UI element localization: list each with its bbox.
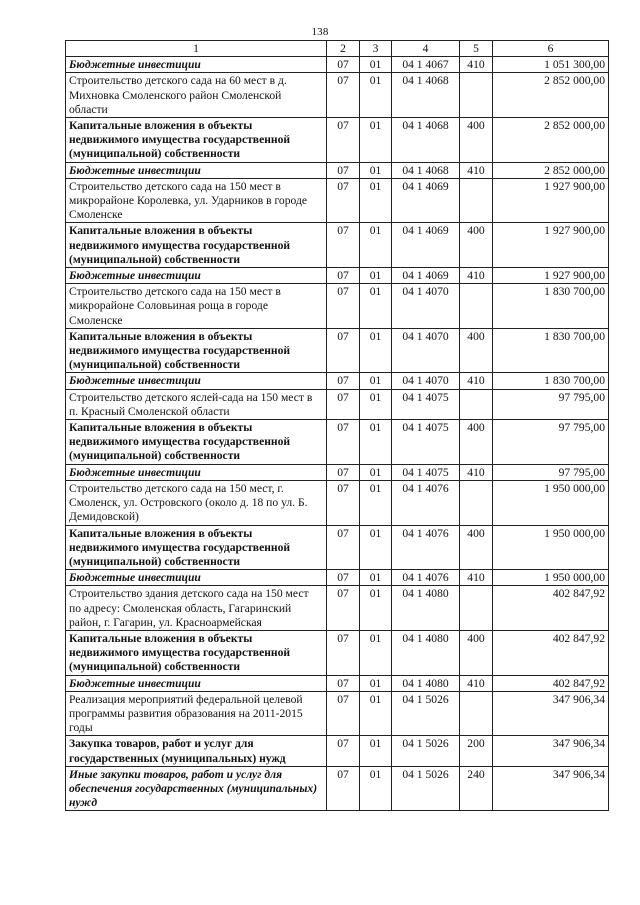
column-number-6: 6 [493, 41, 609, 57]
table-row [66, 284, 609, 329]
row-amount: 402 847,92 [493, 586, 609, 631]
row-expense-type [460, 284, 493, 329]
row-expense-type: 410 [460, 373, 493, 389]
row-amount: 1 830 700,00 [493, 373, 609, 389]
row-amount: 1 950 000,00 [493, 570, 609, 586]
table-row [66, 328, 609, 373]
row-name: Строительство здания детского сада на 150 мест по адресу: Смоленская область, Гагаринский район, г. Гагарин, ул. Красноармейская [66, 586, 327, 631]
row-amount: 2 852 000,00 [493, 162, 609, 178]
column-number-1: 1 [66, 41, 327, 57]
row-target-article: 04 1 4080 [392, 630, 460, 675]
row-name: Реализация мероприятий федеральной целевой программы развития образования на 2011-2015 годы [66, 691, 327, 736]
row-subsection: 01 [360, 373, 392, 389]
row-subsection: 01 [360, 525, 392, 570]
table-row [66, 162, 609, 178]
table-row [66, 57, 609, 73]
row-expense-type: 400 [460, 328, 493, 373]
row-expense-type: 200 [460, 736, 493, 766]
row-subsection: 01 [360, 570, 392, 586]
row-name: Капитальные вложения в объекты недвижимого имущества государственной (муниципальной) собственности [66, 630, 327, 675]
row-expense-type: 410 [460, 570, 493, 586]
table-row [66, 178, 609, 223]
budget-table-body [66, 41, 609, 811]
row-section: 07 [327, 57, 360, 73]
row-target-article: 04 1 4068 [392, 162, 460, 178]
row-target-article: 04 1 4070 [392, 373, 460, 389]
column-number-4: 4 [392, 41, 460, 57]
row-section: 07 [327, 480, 360, 525]
table-row [66, 268, 609, 284]
row-subsection: 01 [360, 691, 392, 736]
row-subsection: 01 [360, 586, 392, 631]
row-section: 07 [327, 328, 360, 373]
row-expense-type: 400 [460, 630, 493, 675]
row-target-article: 04 1 4080 [392, 586, 460, 631]
row-target-article: 04 1 5026 [392, 736, 460, 766]
row-section: 07 [327, 464, 360, 480]
row-subsection: 01 [360, 464, 392, 480]
row-expense-type [460, 480, 493, 525]
row-amount: 402 847,92 [493, 675, 609, 691]
row-section: 07 [327, 675, 360, 691]
row-section: 07 [327, 389, 360, 419]
row-section: 07 [327, 630, 360, 675]
table-row [66, 736, 609, 766]
row-expense-type: 410 [460, 162, 493, 178]
table-row [66, 480, 609, 525]
row-expense-type: 400 [460, 118, 493, 163]
row-subsection: 01 [360, 736, 392, 766]
table-row [66, 675, 609, 691]
row-amount: 347 906,34 [493, 736, 609, 766]
row-expense-type: 400 [460, 420, 493, 465]
table-row [66, 691, 609, 736]
row-expense-type: 410 [460, 57, 493, 73]
row-expense-type [460, 691, 493, 736]
row-section: 07 [327, 118, 360, 163]
row-section: 07 [327, 223, 360, 268]
row-expense-type: 410 [460, 675, 493, 691]
row-section: 07 [327, 162, 360, 178]
row-target-article: 04 1 4068 [392, 118, 460, 163]
column-number-2: 2 [327, 41, 360, 57]
row-amount: 1 927 900,00 [493, 178, 609, 223]
row-subsection: 01 [360, 420, 392, 465]
row-amount: 347 906,34 [493, 691, 609, 736]
row-amount: 1 927 900,00 [493, 268, 609, 284]
row-target-article: 04 1 4075 [392, 420, 460, 465]
row-target-article: 04 1 4067 [392, 57, 460, 73]
table-row [66, 223, 609, 268]
row-amount: 2 852 000,00 [493, 73, 609, 118]
table-row [66, 464, 609, 480]
row-subsection: 01 [360, 675, 392, 691]
row-expense-type: 400 [460, 525, 493, 570]
table-row [66, 766, 609, 811]
table-row [66, 420, 609, 465]
row-amount: 2 852 000,00 [493, 118, 609, 163]
row-name: Иные закупки товаров, работ и услуг для обеспечения государственных (муниципальных) нужд [66, 766, 327, 811]
row-name: Бюджетные инвестиции [66, 464, 327, 480]
row-name: Строительство детского сада на 150 мест, г. Смоленск, ул. Островского (около д. 18 по ул. Б. Демидовской) [66, 480, 327, 525]
row-name: Бюджетные инвестиции [66, 162, 327, 178]
row-name: Бюджетные инвестиции [66, 57, 327, 73]
row-section: 07 [327, 586, 360, 631]
table-row [66, 586, 609, 631]
table-row [66, 373, 609, 389]
row-subsection: 01 [360, 178, 392, 223]
row-target-article: 04 1 5026 [392, 691, 460, 736]
row-subsection: 01 [360, 389, 392, 419]
row-target-article: 04 1 4080 [392, 675, 460, 691]
row-target-article: 04 1 4075 [392, 389, 460, 419]
column-number-3: 3 [360, 41, 392, 57]
row-amount: 97 795,00 [493, 389, 609, 419]
row-name: Капитальные вложения в объекты недвижимого имущества государственной (муниципальной) собственности [66, 420, 327, 465]
table-row [66, 570, 609, 586]
row-amount: 402 847,92 [493, 630, 609, 675]
row-name: Строительство детского сада на 60 мест в д. Михновка Смоленского район Смоленской области [66, 73, 327, 118]
row-target-article: 04 1 4069 [392, 223, 460, 268]
row-name: Капитальные вложения в объекты недвижимого имущества государственной (муниципальной) собственности [66, 328, 327, 373]
row-expense-type: 410 [460, 268, 493, 284]
row-expense-type [460, 586, 493, 631]
row-subsection: 01 [360, 284, 392, 329]
row-name: Капитальные вложения в объекты недвижимого имущества государственной (муниципальной) собственности [66, 525, 327, 570]
row-name: Бюджетные инвестиции [66, 268, 327, 284]
row-name: Капитальные вложения в объекты недвижимого имущества государственной (муниципальной) собственности [66, 223, 327, 268]
budget-table [65, 40, 609, 811]
row-section: 07 [327, 178, 360, 223]
row-section: 07 [327, 420, 360, 465]
row-subsection: 01 [360, 57, 392, 73]
row-subsection: 01 [360, 162, 392, 178]
row-expense-type: 400 [460, 223, 493, 268]
row-section: 07 [327, 525, 360, 570]
table-header-row [66, 41, 609, 57]
row-target-article: 04 1 5026 [392, 766, 460, 811]
row-name: Строительство детского сада на 150 мест в микрорайоне Королевка, ул. Ударников в городе Смоленске [66, 178, 327, 223]
row-name: Капитальные вложения в объекты недвижимого имущества государственной (муниципальной) собственности [66, 118, 327, 163]
row-amount: 1 051 300,00 [493, 57, 609, 73]
row-section: 07 [327, 373, 360, 389]
table-row [66, 389, 609, 419]
row-subsection: 01 [360, 118, 392, 163]
row-amount: 1 927 900,00 [493, 223, 609, 268]
row-target-article: 04 1 4075 [392, 464, 460, 480]
row-expense-type: 240 [460, 766, 493, 811]
table-row [66, 73, 609, 118]
row-target-article: 04 1 4076 [392, 480, 460, 525]
row-section: 07 [327, 268, 360, 284]
row-target-article: 04 1 4076 [392, 570, 460, 586]
row-name: Строительство детского сада на 150 мест в микрорайоне Соловьиная роща в городе Смоленске [66, 284, 327, 329]
row-expense-type [460, 73, 493, 118]
row-subsection: 01 [360, 268, 392, 284]
row-section: 07 [327, 766, 360, 811]
row-name: Бюджетные инвестиции [66, 570, 327, 586]
page-number: 138 [311, 26, 329, 38]
row-target-article: 04 1 4069 [392, 268, 460, 284]
row-section: 07 [327, 736, 360, 766]
row-amount: 97 795,00 [493, 464, 609, 480]
row-name: Закупка товаров, работ и услуг для государственных (муниципальных) нужд [66, 736, 327, 766]
row-name: Бюджетные инвестиции [66, 373, 327, 389]
row-name: Бюджетные инвестиции [66, 675, 327, 691]
column-number-5: 5 [460, 41, 493, 57]
row-subsection: 01 [360, 328, 392, 373]
row-name: Строительство детского яслей-сада на 150 мест в п. Красный Смоленской области [66, 389, 327, 419]
row-target-article: 04 1 4076 [392, 525, 460, 570]
table-row [66, 525, 609, 570]
row-target-article: 04 1 4070 [392, 284, 460, 329]
row-expense-type [460, 389, 493, 419]
row-section: 07 [327, 284, 360, 329]
row-subsection: 01 [360, 480, 392, 525]
row-section: 07 [327, 691, 360, 736]
table-row [66, 118, 609, 163]
row-subsection: 01 [360, 766, 392, 811]
row-expense-type [460, 178, 493, 223]
row-section: 07 [327, 73, 360, 118]
row-amount: 1 950 000,00 [493, 525, 609, 570]
row-section: 07 [327, 570, 360, 586]
row-subsection: 01 [360, 630, 392, 675]
row-target-article: 04 1 4070 [392, 328, 460, 373]
row-target-article: 04 1 4069 [392, 178, 460, 223]
row-target-article: 04 1 4068 [392, 73, 460, 118]
row-subsection: 01 [360, 223, 392, 268]
row-amount: 1 950 000,00 [493, 480, 609, 525]
table-row [66, 630, 609, 675]
row-subsection: 01 [360, 73, 392, 118]
row-amount: 1 830 700,00 [493, 284, 609, 329]
row-amount: 347 906,34 [493, 766, 609, 811]
row-expense-type: 410 [460, 464, 493, 480]
row-amount: 1 830 700,00 [493, 328, 609, 373]
row-amount: 97 795,00 [493, 420, 609, 465]
